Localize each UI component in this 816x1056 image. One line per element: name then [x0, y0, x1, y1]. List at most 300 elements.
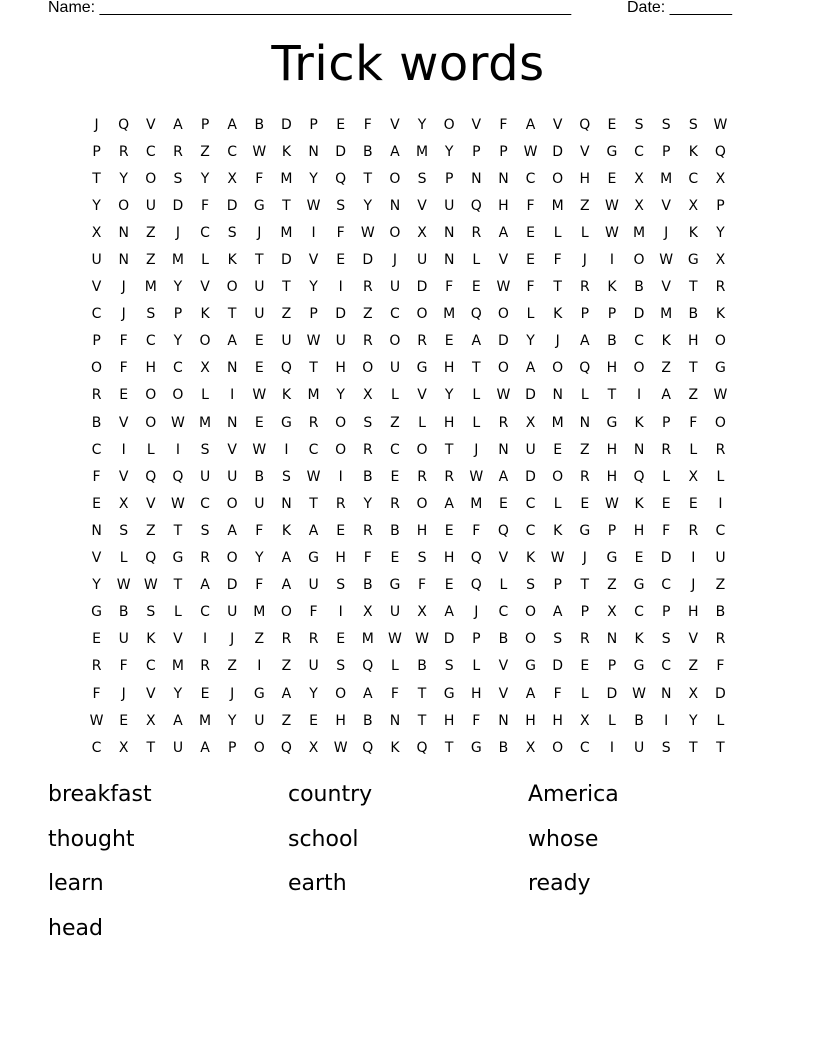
- grid-letter: R: [715, 279, 726, 296]
- grid-letter: B: [607, 333, 617, 350]
- grid-letter: W: [659, 252, 674, 269]
- grid-letter: V: [498, 550, 509, 567]
- grid-letter: H: [443, 414, 455, 431]
- grid-letter: T: [282, 279, 291, 296]
- grid-letter: A: [471, 333, 482, 350]
- grid-letter: E: [688, 495, 698, 512]
- grid-letter: G: [281, 414, 292, 431]
- grid-letter: P: [444, 170, 454, 187]
- grid-letter: L: [391, 658, 399, 675]
- word-bank-item: America: [528, 782, 619, 807]
- grid-letter: T: [444, 739, 454, 756]
- grid-letter: Z: [281, 712, 292, 729]
- grid-letter: G: [715, 360, 726, 377]
- grid-letter: J: [582, 550, 587, 567]
- grid-letter: Z: [146, 522, 156, 539]
- grid-letter: M: [416, 143, 429, 160]
- grid-letter: Z: [688, 387, 699, 404]
- grid-letter: K: [634, 631, 644, 648]
- grid-letter: C: [525, 495, 536, 512]
- grid-letter: J: [474, 441, 479, 458]
- grid-letter: E: [254, 360, 264, 377]
- grid-letter: E: [92, 631, 101, 648]
- grid-letter: J: [121, 279, 126, 296]
- grid-letter: E: [526, 224, 535, 241]
- grid-letter: C: [498, 604, 509, 621]
- grid-letter: V: [661, 279, 671, 296]
- grid-letter: W: [360, 224, 375, 241]
- grid-letter: W: [171, 495, 185, 512]
- grid-letter: W: [252, 143, 267, 160]
- grid-letter: W: [713, 387, 728, 404]
- grid-letter: V: [91, 279, 102, 296]
- grid-letter: C: [91, 441, 102, 458]
- grid-letter: J: [582, 252, 587, 269]
- grid-letter: E: [119, 387, 129, 404]
- grid-letter: D: [606, 685, 618, 702]
- grid-letter: R: [715, 441, 726, 458]
- grid-letter: D: [335, 306, 347, 323]
- grid-letter: Q: [470, 306, 482, 323]
- grid-letter: J: [474, 604, 479, 621]
- grid-letter: Z: [146, 252, 156, 269]
- grid-letter: B: [363, 143, 373, 160]
- grid-letter: Q: [145, 550, 157, 567]
- grid-letter: M: [253, 604, 266, 621]
- grid-letter: F: [309, 604, 318, 621]
- grid-letter: C: [661, 577, 672, 594]
- grid-letter: D: [172, 197, 184, 214]
- grid-letter: N: [498, 170, 509, 187]
- grid-letter: V: [200, 279, 210, 296]
- grid-letter: S: [444, 658, 454, 675]
- grid-letter: X: [308, 739, 319, 756]
- grid-letter: B: [254, 116, 265, 133]
- grid-letter: T: [417, 712, 427, 729]
- grid-letter: R: [281, 631, 292, 648]
- grid-letter: H: [335, 712, 346, 729]
- grid-letter: E: [254, 333, 264, 350]
- grid-letter: V: [580, 143, 590, 160]
- grid-letter: H: [471, 685, 482, 702]
- grid-letter: O: [552, 739, 564, 756]
- grid-letter: A: [661, 387, 671, 404]
- grid-letter: A: [281, 685, 292, 702]
- grid-letter: B: [363, 577, 373, 594]
- grid-letter: D: [226, 197, 238, 214]
- grid-letter: Y: [92, 577, 101, 594]
- grid-letter: Q: [172, 468, 184, 485]
- grid-letter: Q: [362, 658, 374, 675]
- grid-letter: W: [632, 685, 646, 702]
- grid-letter: T: [472, 360, 481, 377]
- grid-letter: T: [363, 170, 373, 187]
- grid-letter: I: [691, 550, 696, 567]
- grid-letter: A: [390, 143, 400, 160]
- grid-letter: F: [445, 279, 454, 296]
- grid-letter: Q: [470, 577, 482, 594]
- grid-letter: R: [417, 333, 427, 350]
- word-bank: [48, 778, 768, 956]
- grid-letter: S: [661, 739, 671, 756]
- grid-letter: Q: [416, 739, 428, 756]
- grid-letter: C: [390, 441, 400, 458]
- grid-letter: O: [525, 631, 537, 648]
- grid-letter: G: [253, 197, 265, 214]
- grid-letter: S: [363, 414, 373, 431]
- grid-letter: A: [308, 522, 319, 539]
- grid-letter: C: [634, 604, 644, 621]
- word-bank-item: thought: [48, 826, 135, 852]
- grid-letter: F: [363, 550, 372, 567]
- grid-letter: J: [121, 306, 126, 323]
- grid-letter: A: [525, 685, 536, 702]
- grid-letter: T: [309, 360, 318, 377]
- grid-letter: L: [418, 414, 426, 431]
- grid-letter: P: [200, 116, 210, 133]
- grid-letter: V: [118, 468, 129, 485]
- grid-letter: F: [662, 522, 671, 539]
- grid-letter: Q: [335, 170, 347, 187]
- grid-letter: D: [498, 333, 509, 350]
- page-title: Trick words: [271, 36, 545, 92]
- grid-letter: E: [607, 116, 617, 133]
- grid-letter: O: [389, 224, 401, 241]
- grid-letter: B: [91, 414, 102, 431]
- grid-letter: P: [607, 522, 617, 539]
- grid-letter: C: [200, 604, 210, 621]
- grid-letter: E: [444, 577, 454, 594]
- grid-letter: J: [230, 631, 235, 648]
- grid-letter: W: [252, 441, 267, 458]
- grid-letter: T: [227, 306, 237, 323]
- grid-letter: V: [498, 685, 509, 702]
- grid-letter: W: [89, 712, 104, 729]
- grid-letter: R: [335, 495, 346, 512]
- grid-letter: X: [580, 712, 590, 729]
- grid-letter: C: [308, 441, 319, 458]
- grid-letter: D: [362, 252, 374, 269]
- grid-letter: P: [716, 197, 725, 214]
- grid-letter: F: [553, 685, 562, 702]
- grid-letter: D: [281, 116, 292, 133]
- grid-letter: C: [634, 333, 644, 350]
- grid-letter: M: [199, 712, 212, 729]
- grid-letter: Z: [715, 577, 726, 594]
- grid-letter: A: [281, 550, 292, 567]
- grid-letter: A: [444, 604, 454, 621]
- grid-letter: K: [227, 252, 237, 269]
- grid-letter: V: [552, 116, 563, 133]
- grid-letter: S: [336, 658, 346, 675]
- grid-letter: X: [715, 252, 726, 269]
- word-bank-item: school: [288, 826, 359, 852]
- grid-letter: E: [553, 441, 563, 458]
- grid-letter: Q: [470, 550, 482, 567]
- grid-letter: S: [417, 170, 427, 187]
- grid-letter: U: [254, 495, 265, 512]
- grid-letter: P: [607, 658, 617, 675]
- grid-letter: B: [634, 279, 644, 296]
- grid-letter: Z: [146, 224, 156, 241]
- grid-letter: J: [257, 224, 262, 241]
- grid-letter: R: [444, 468, 455, 485]
- grid-letter: M: [660, 306, 673, 323]
- grid-letter: K: [553, 306, 563, 323]
- word-bank-item: whose: [528, 826, 599, 852]
- grid-letter: O: [335, 685, 347, 702]
- grid-letter: O: [416, 306, 428, 323]
- grid-letter: T: [146, 739, 156, 756]
- grid-letter: A: [525, 116, 536, 133]
- grid-letter: M: [660, 170, 673, 187]
- grid-letter: F: [336, 224, 345, 241]
- grid-letter: N: [660, 685, 672, 702]
- grid-letter: A: [173, 712, 183, 729]
- grid-letter: T: [689, 360, 698, 377]
- grid-letter: V: [498, 252, 509, 269]
- grid-letter: K: [281, 522, 292, 539]
- grid-letter: W: [116, 577, 131, 594]
- grid-letter: E: [390, 550, 400, 567]
- grid-letter: U: [444, 197, 455, 214]
- grid-letter: H: [443, 550, 455, 567]
- grid-letter: J: [230, 685, 235, 702]
- grid-letter: G: [687, 252, 699, 269]
- grid-letter: L: [662, 468, 671, 485]
- grid-letter: M: [171, 252, 184, 269]
- grid-letter: K: [281, 387, 292, 404]
- grid-letter: M: [171, 658, 184, 675]
- grid-letter: C: [525, 522, 536, 539]
- grid-letter: N: [308, 143, 319, 160]
- grid-letter: Z: [281, 658, 292, 675]
- grid-letter: P: [499, 143, 508, 160]
- grid-letter: F: [255, 577, 264, 594]
- grid-letter: X: [525, 414, 536, 431]
- grid-letter: R: [390, 495, 400, 512]
- grid-letter: H: [606, 441, 618, 458]
- grid-letter: D: [525, 387, 536, 404]
- grid-letter: U: [254, 712, 265, 729]
- grid-letter: V: [146, 116, 156, 133]
- grid-letter: R: [579, 631, 590, 648]
- grid-letter: N: [226, 360, 238, 377]
- word-bank-item: learn: [48, 871, 104, 896]
- grid-letter: P: [661, 604, 671, 621]
- grid-letter: E: [634, 550, 644, 567]
- grid-letter: N: [226, 414, 238, 431]
- grid-letter: H: [552, 712, 563, 729]
- grid-letter: L: [526, 306, 535, 323]
- grid-letter: S: [227, 224, 237, 241]
- grid-letter: K: [634, 495, 644, 512]
- grid-letter: Q: [579, 360, 591, 377]
- grid-letter: H: [688, 604, 699, 621]
- grid-letter: F: [255, 170, 264, 187]
- grid-letter: Z: [200, 143, 210, 160]
- grid-letter: H: [606, 360, 618, 377]
- grid-letter: P: [607, 306, 617, 323]
- grid-letter: N: [389, 197, 401, 214]
- grid-letter: Y: [363, 495, 373, 512]
- grid-letter: L: [580, 224, 589, 241]
- grid-letter: P: [553, 577, 562, 594]
- grid-letter: R: [362, 279, 373, 296]
- grid-letter: X: [525, 739, 536, 756]
- grid-letter: W: [523, 143, 538, 160]
- grid-letter: Y: [119, 170, 128, 187]
- grid-letter: V: [227, 441, 237, 458]
- grid-letter: L: [580, 685, 589, 702]
- grid-letter: X: [688, 197, 699, 214]
- grid-letter: M: [199, 414, 212, 431]
- grid-letter: G: [443, 685, 455, 702]
- grid-letter: V: [417, 197, 427, 214]
- grid-letter: F: [689, 414, 698, 431]
- grid-letter: O: [633, 252, 645, 269]
- grid-letter: X: [363, 387, 373, 404]
- grid-letter: L: [716, 468, 725, 485]
- grid-letter: E: [580, 495, 590, 512]
- grid-letter: O: [633, 360, 645, 377]
- grid-letter: S: [200, 522, 210, 539]
- grid-letter: O: [226, 279, 238, 296]
- grid-letter: J: [664, 224, 669, 241]
- grid-letter: I: [202, 631, 208, 648]
- grid-letter: Y: [417, 116, 427, 133]
- grid-letter: O: [91, 360, 103, 377]
- grid-letter: Q: [145, 468, 157, 485]
- grid-letter: N: [91, 522, 102, 539]
- grid-letter: T: [444, 441, 454, 458]
- grid-letter: E: [336, 252, 346, 269]
- grid-letter: W: [252, 387, 267, 404]
- grid-letter: P: [173, 306, 183, 323]
- grid-letter: A: [498, 224, 509, 241]
- grid-letter: P: [309, 306, 318, 323]
- grid-letter: J: [121, 685, 126, 702]
- grid-letter: S: [553, 631, 563, 648]
- grid-letter: X: [227, 170, 237, 187]
- grid-letter: O: [552, 360, 564, 377]
- grid-letter: E: [92, 495, 101, 512]
- grid-letter: F: [92, 685, 101, 702]
- grid-letter: F: [526, 197, 535, 214]
- grid-letter: O: [145, 170, 157, 187]
- grid-letter: W: [388, 631, 402, 648]
- grid-letter: W: [496, 279, 511, 296]
- grid-letter: I: [284, 441, 289, 458]
- grid-letter: W: [605, 197, 619, 214]
- grid-letter: T: [173, 522, 183, 539]
- grid-letter: R: [362, 441, 373, 458]
- grid-letter: U: [389, 279, 401, 296]
- grid-letter: O: [226, 550, 238, 567]
- grid-letter: O: [497, 306, 509, 323]
- grid-letter: Y: [309, 170, 318, 187]
- grid-letter: I: [609, 739, 614, 756]
- grid-letter: Q: [714, 143, 726, 160]
- grid-letter: C: [145, 143, 156, 160]
- grid-letter: Z: [227, 658, 237, 675]
- grid-letter: I: [338, 604, 343, 621]
- grid-letter: I: [230, 387, 235, 404]
- grid-letter: G: [470, 739, 482, 756]
- grid-letter: G: [633, 577, 645, 594]
- grid-letter: Y: [200, 170, 210, 187]
- grid-letter: L: [391, 387, 399, 404]
- grid-letter: U: [254, 306, 265, 323]
- grid-letter: H: [443, 360, 455, 377]
- grid-letter: R: [688, 522, 699, 539]
- grid-letter: P: [227, 739, 237, 756]
- word-search-grid: [83, 111, 734, 761]
- grid-letter: X: [688, 685, 699, 702]
- grid-letter: N: [443, 252, 455, 269]
- word-bank-item: country: [288, 782, 373, 807]
- grid-letter: E: [661, 495, 671, 512]
- grid-letter: A: [200, 739, 210, 756]
- grid-letter: O: [552, 468, 564, 485]
- grid-letter: C: [634, 143, 644, 160]
- grid-letter: V: [688, 631, 699, 648]
- grid-letter: P: [309, 116, 318, 133]
- grid-letter: F: [255, 522, 264, 539]
- grid-letter: S: [146, 604, 156, 621]
- grid-letter: T: [689, 739, 698, 756]
- grid-letter: T: [580, 577, 590, 594]
- grid-letter: A: [227, 522, 237, 539]
- grid-letter: X: [607, 604, 617, 621]
- grid-letter: U: [172, 739, 184, 756]
- grid-letter: A: [227, 333, 237, 350]
- grid-letter: R: [173, 143, 183, 160]
- grid-letter: F: [499, 116, 508, 133]
- grid-letter: C: [200, 495, 210, 512]
- grid-letter: V: [146, 685, 156, 702]
- grid-letter: L: [201, 252, 209, 269]
- grid-letter: Y: [173, 279, 183, 296]
- grid-letter: O: [226, 495, 238, 512]
- grid-letter: E: [336, 116, 346, 133]
- grid-letter: V: [471, 116, 482, 133]
- grid-letter: M: [470, 495, 483, 512]
- grid-letter: G: [416, 360, 428, 377]
- grid-letter: B: [363, 712, 373, 729]
- grid-letter: A: [580, 333, 590, 350]
- grid-letter: A: [444, 495, 454, 512]
- grid-letter: B: [390, 522, 400, 539]
- grid-letter: L: [146, 441, 155, 458]
- grid-letter: O: [335, 414, 347, 431]
- grid-letter: C: [227, 143, 238, 160]
- grid-letter: S: [119, 522, 129, 539]
- grid-letter: Z: [688, 658, 699, 675]
- grid-letter: T: [417, 685, 427, 702]
- grid-letter: S: [417, 550, 427, 567]
- grid-letter: X: [417, 224, 427, 241]
- grid-letter: W: [415, 631, 429, 648]
- grid-letter: B: [417, 658, 427, 675]
- grid-letter: B: [498, 631, 509, 648]
- grid-letter: A: [200, 577, 210, 594]
- grid-letter: O: [199, 333, 211, 350]
- grid-letter: G: [525, 658, 536, 675]
- grid-letter: L: [119, 550, 128, 567]
- grid-letter: Y: [444, 387, 454, 404]
- grid-letter: I: [609, 252, 614, 269]
